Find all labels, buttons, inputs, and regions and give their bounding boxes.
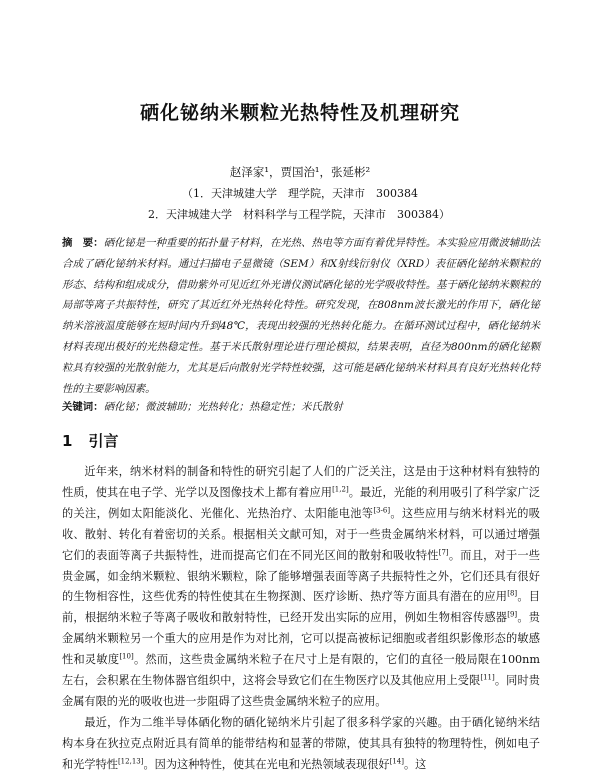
text-run: 最近，作为二维半导体硒化物的硒化铋纳米片引起了很多科学家的兴趣。由于硒化铋纳米结构本身在狄拉克点附近具有简单的能带结构和显著的带隙，使其具有独特的物理特性，例如电子和光学特性 <box>62 715 540 771</box>
keywords-text: 硒化铋；微波辅助；光热转化；热稳定性；米氏散射 <box>103 401 343 413</box>
text-run: 。贵金属纳米颗粒另一个重大的应用是作为对比剂，它可以提高被标记细胞或者组织影像形态的敏感性和灵敏度 <box>62 611 540 667</box>
citation: [3-6] <box>373 506 391 515</box>
citation: [11] <box>480 673 495 682</box>
section-number: 1 <box>62 432 73 450</box>
section-title: 引言 <box>88 432 119 450</box>
author-list: 赵泽家¹，贾国治¹，张延彬² <box>229 165 371 179</box>
citation: [8] <box>507 589 518 598</box>
citation: [12,13] <box>117 756 144 765</box>
keywords <box>62 398 540 413</box>
text-run: 近年来，纳米材料的制备和特性的研究引起了人们的广泛关注，这是由于这种材料有独特的性质，使其在电子学、光学以及图像技术上都有着应用 <box>62 465 540 499</box>
text-run: 。这 <box>403 757 427 771</box>
citation: [14] <box>389 756 404 765</box>
abstract <box>62 233 540 399</box>
affiliation-2: 2．天津城建大学 材料科学与工程学院，天津市 300384） <box>148 208 450 221</box>
body-text <box>62 462 540 776</box>
section-heading <box>62 430 118 451</box>
citation: [7] <box>438 547 449 556</box>
affiliation-1: （1．天津城建大学 理学院，天津市 300384 <box>182 187 418 200</box>
paragraph <box>62 462 540 713</box>
text-run: 。因为这种特性，使其在光电和光热领域表现很好 <box>143 757 390 771</box>
text-run: 。然而，这些贵金属纳米粒子在尺寸上是有限的，它们的直径一般局限在100nm左右，会积累在生物体器官组织中，这将会导致它们在生物医疗以及其他应用上受限 <box>62 653 540 688</box>
keywords-label: 关键词： <box>62 401 104 413</box>
text-run: 。而且，对于一些贵金属，如金纳米颗粒、银纳米颗粒，除了能够增强表面等离子共振特性之外，它们还具有很好的生物相容性，这些优秀的特性使其在生物探测、医疗诊断、热疗等方面具有潜在的应用 <box>62 548 540 604</box>
citation: [1,2] <box>332 485 349 494</box>
citation: [10] <box>119 652 134 661</box>
paragraph <box>62 713 540 776</box>
abstract-text: 硒化铋是一种重要的拓扑量子材料，在光热、热电等方面有着优异特性。本实验应用微波辅助法合成了硒化铋纳米材料。通过扫描电子显微镜（SEM）和X射线衍射仪（XRD）表征硒化铋纳米颗粒的形态、结构和组成成分，借助紫外可见近红外光谱仪测试硒化铋的光学吸收特性。基于硒化铋纳米颗粒的局部等离子共振特性，研究了其近红外光热转化特性。研究发现，在808nm波长激光的作用下，硒化铋纳米溶液温度能够在短时间内升到48℃，表现出较强的光热转化能力。在循环测试过程中，硒化铋纳米材料表现出极好的光热稳定性。基于米氏散射理论进行理论模拟，结果表明，直径为800nm的硒化铋颗粒具有较强的光散射能力，尤其是后向散射光学特性较强，这可能是硒化铋纳米材料具有良好光热转化特性的主要影响因素。 <box>62 237 541 395</box>
abstract-label: 摘 要： <box>62 237 104 249</box>
text-run: 。目前，根据纳米粒子等离子吸收和散射特性，已经开发出实际的应用，例如生物相容传感器 <box>62 590 540 625</box>
text-run: 。最近，光能的利用吸引了科学家广泛的关注，例如太阳能淡化、光催化、光热治疗、太阳能电池等 <box>62 485 540 520</box>
text-run: 。同时贵金属有限的光的吸收也进一步阻碍了这些贵金属纳米粒子的应用。 <box>62 674 540 708</box>
text-run: 。这些应用与纳米材料光的吸收、散射、转化有着密切的关系。根据相关文献可知，对于一些贵金属纳米材料，可以通过增强它们的表面等离子共振特性，进而提高它们在不同光区间的散射和吸收特性 <box>62 506 540 562</box>
paper-title: 硒化铋纳米颗粒光热特性及机理研究 <box>139 102 460 124</box>
citation: [9] <box>507 610 518 619</box>
